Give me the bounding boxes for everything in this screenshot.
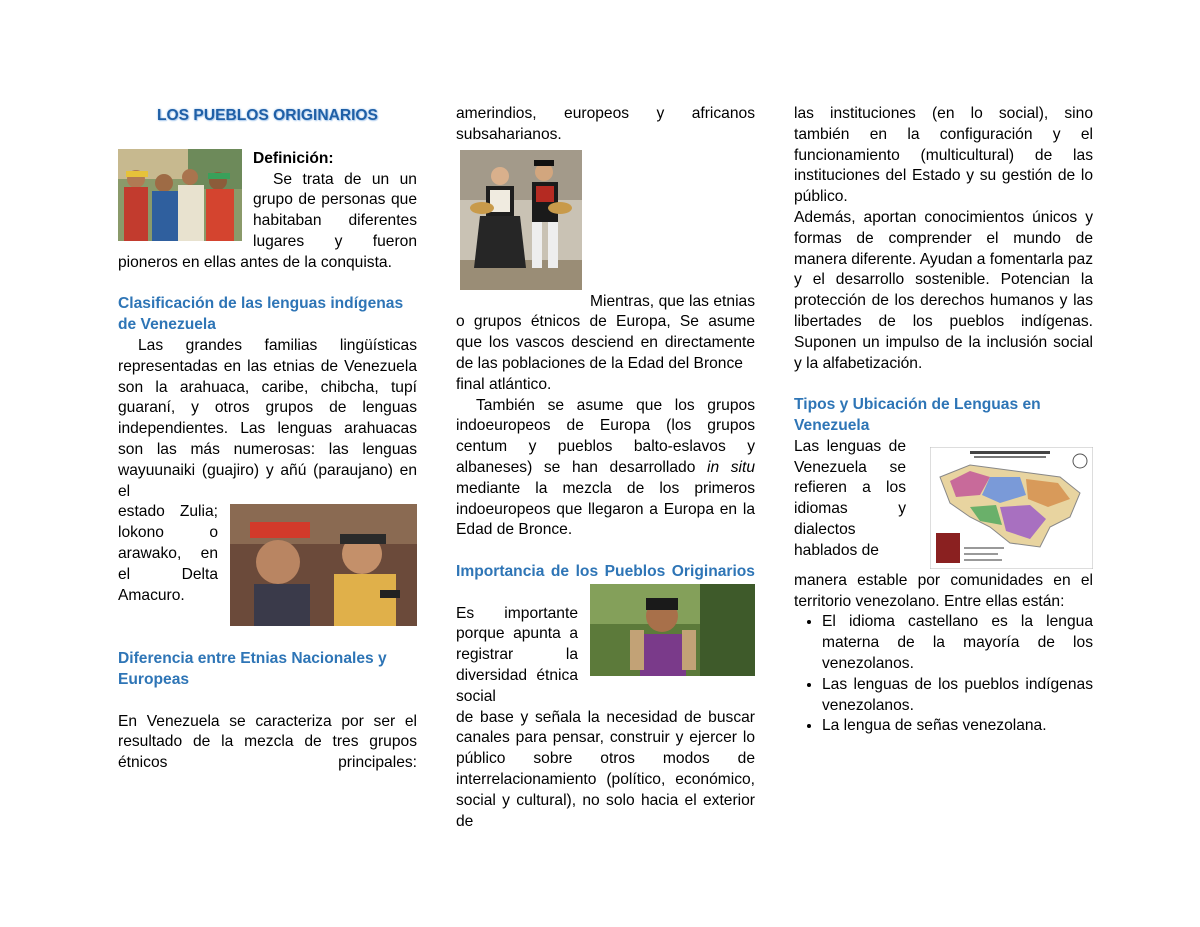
indigenous-women-photo: [230, 504, 417, 626]
tipos-text-2: manera estable por comunidades en el territorio venezolano. Entre ellas están:: [794, 571, 1093, 610]
lenguas-list: [794, 612, 1093, 737]
list-item: • La lengua de señas venezolana.: [822, 716, 1093, 737]
importancia-text-3: las instituciones (en lo social), sino también en la configuración y el funcionamiento (multicultural) de las instituciones del Estado y su gestión de lo público.: [794, 105, 1093, 206]
list-item: • Las lenguas de los pueblos indígenas venezolanos.: [822, 675, 1093, 717]
diferencia-text-4: final atlántico.: [456, 375, 552, 393]
list-item: • El idioma castellano es la lengua materna de la mayoría de los venezolanos.: [822, 612, 1093, 674]
diferencia-text: En Venezuela se caracteriza por ser el resultado de la mezcla de tres grupos étnicos principales:: [118, 712, 417, 772]
importancia-text-2: de base y señala la necesidad de buscar canales para pensar, construir y ejercer lo público sobre otros modos de interrelacionamiento (político, económico, social y cultural), no solo hacia el exterior de: [456, 708, 755, 830]
definicion-heading: Definición:: [253, 149, 334, 167]
definicion-text: Se trata de un un grupo de personas que habitaban diferentes lugares y fueron pioneros en ellas antes de la conquista.: [118, 170, 417, 271]
indigenous-girl-photo: [590, 584, 755, 676]
importancia-heading: Importancia de los Pueblos Originarios: [456, 562, 755, 580]
column-3: [794, 104, 1093, 737]
venezuela-language-map: [930, 447, 1093, 569]
importancia-text-4: Además, aportan conocimientos únicos y formas de comprender el mundo de manera diferente. Ayudan a fomentarla paz y el desarrollo sostenible. Potencian la protección de los derechos humanos y las libertades de los pueblos indígenas. Suponen un impulso de la inclusión social y la alfabetización.: [794, 208, 1093, 372]
column-1: [118, 104, 417, 774]
importancia-text: Es importante porque apunta a registrar la diversidad étnica social: [456, 604, 578, 705]
tipos-text: Las lenguas de Venezuela se refieren a los idiomas y dialectos hablados de: [794, 437, 906, 559]
tipos-heading: Tipos y Ubicación de Lenguas en Venezuela: [794, 396, 1041, 434]
diferencia-text-2: amerindios, europeos y africanos subsaharianos.: [456, 105, 755, 143]
indigenous-group-photo: [118, 149, 242, 241]
diferencia-text-5: También se asume que los grupos indoeuropeos de Europa (los grupos centum y pueblos balto-eslavos y albaneses) se han desarrollado in situ mediante la mezcla de los primeros indoeuropeos que llegaron a Europa en la Edad de Bronce.: [456, 396, 755, 539]
clasificacion-heading: Clasificación de las lenguas indígenas de Venezuela: [118, 295, 404, 334]
page-title: LOS PUEBLOS ORIGINARIOS: [157, 107, 378, 124]
diferencia-text-3: Mientras, que las etnias o grupos étnicos de Europa, Se asume que los vascos desciend en directamente de las poblaciones de la Edad del Bronce: [456, 292, 755, 372]
clasificacion-text: Las grandes familias lingüísticas representadas en las etnias de Venezuela son la arahuaca, caribe, chibcha, tupí guaraní, y otros grupos de lenguas independientes. Las lenguas arahuacas son las más numerosas: las lenguas wayuunaiki (guajiro) y añú (paraujano) en el: [118, 336, 417, 500]
diferencia-heading: Diferencia entre Etnias Nacionales y Europeas: [118, 650, 387, 688]
clasificacion-text-2: estado Zulia; lokono o arawako, en el Delta Amacuro.: [118, 503, 218, 604]
column-2: [456, 104, 755, 832]
european-costume-photo: [460, 150, 582, 290]
